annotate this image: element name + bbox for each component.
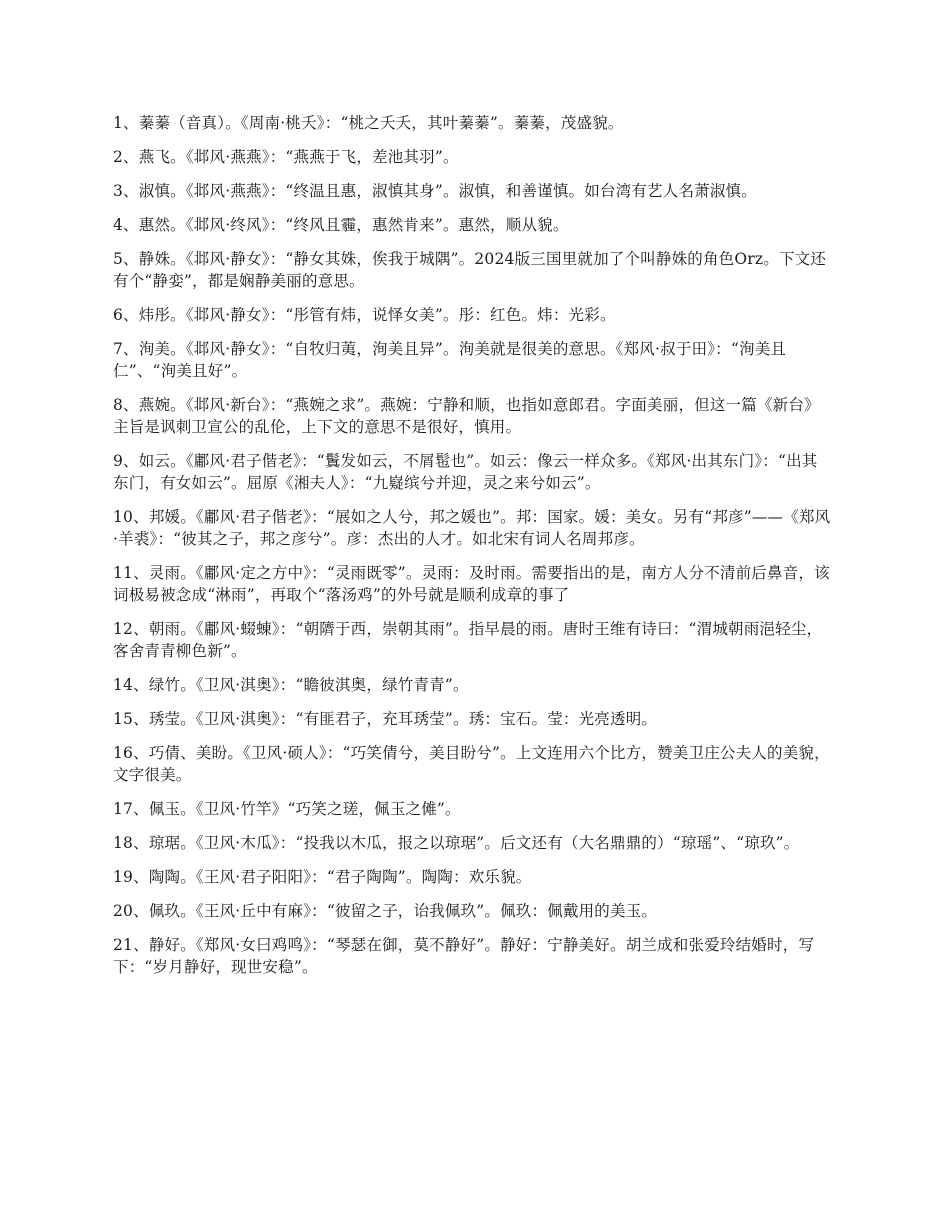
paragraph-16: 16、巧倩、美盼。《卫风·硕人》：“巧笑倩兮，美目盼兮”。上文连用六个比方，赞美卫庄公夫人的美貌，文字很美。 (113, 744, 830, 784)
paragraph-17: 17、佩玉。《卫风·竹竿》“巧笑之瑳，佩玉之傩”。 (113, 800, 461, 818)
paragraph-14: 14、绿竹。《卫风·淇奥》：“瞻彼淇奥，绿竹青青”。 (113, 676, 469, 694)
paragraph-9: 9、如云。《鄘风·君子偕老》：“鬒发如云，不屑髢也”。如云：像云一样众多。《郑风·出其东门》：“出其东门，有女如云”。屈原《湘夫人》：“九嶷缤兮并迎，灵之来兮如云”。 (113, 452, 818, 492)
paragraph-6: 6、炜彤。《邶风·静女》：“彤管有炜，说怿女美”。彤：红色。炜：光彩。 (113, 306, 616, 324)
paragraph-19: 19、陶陶。《王风·君子阳阳》：“君子陶陶”。陶陶：欢乐貌。 (113, 868, 532, 886)
paragraph-20: 20、佩玖。《王风·丘中有麻》：“彼留之子，诒我佩玖”。佩玖：佩戴用的美玉。 (113, 902, 658, 920)
paragraph-11: 11、灵雨。《鄘风·定之方中》：“灵雨既零”。灵雨：及时雨。需要指出的是，南方人分不清前后鼻音，该词极易被念成“淋雨”，再取个“落汤鸡”的外号就是顺利成章的事了 (113, 564, 830, 604)
paragraph-10: 10、邦媛。《鄘风·君子偕老》：“展如之人兮，邦之媛也”。邦：国家。媛：美女。另有“邦彦”——《郑风·羊裘》：“彼其之子，邦之彦兮”。彦：杰出的人才。如北宋有词人名周邦彦。 (113, 508, 831, 548)
paragraph-2: 2、燕飞。《邶风·燕燕》：“燕燕于飞，差池其羽”。 (113, 148, 459, 166)
paragraph-21: 21、静好。《郑风·女曰鸡鸣》：“琴瑟在御，莫不静好”。静好：宁静美好。胡兰成和张爱玲结婚时，写下：“岁月静好，现世安稳”。 (113, 936, 815, 976)
paragraph-18: 18、琼琚。《卫风·木瓜》：“投我以木瓜，报之以琼琚”。后文还有（大名鼎鼎的）“琼瑶”、“琼玖”。 (113, 834, 800, 852)
paragraph-8: 8、燕婉。《邶风·新台》：“燕婉之求”。燕婉：宁静和顺，也指如意郎君。字面美丽，但这一篇《新台》主旨是讽刺卫宣公的乱伦，上下文的意思不是很好，慎用。 (113, 396, 820, 436)
paragraph-12: 12、朝雨。《鄘风·蝃蝀》：“朝隮于西，崇朝其雨”。指早晨的雨。唐时王维有诗曰：“渭城朝雨浥轻尘， 客舍青青柳色新”。 (113, 620, 823, 660)
paragraph-4: 4、惠然。《邶风·终风》：“终风且霾，惠然肯来”。惠然，顺从貌。 (113, 216, 569, 234)
paragraph-7: 7、洵美。《邶风·静女》：“自牧归荑，洵美且异”。洵美就是很美的意思。《郑风·叔于田》：“洵美且仁”、“洵美且好”。 (113, 340, 787, 380)
paragraph-1: 1、蓁蓁（音真）。《周南·桃夭》：“桃之夭夭，其叶蓁蓁”。蓁蓁，茂盛貌。 (113, 114, 624, 132)
paragraph-5: 5、静姝。《邶风·静女》：“静女其姝，俟我于城隅”。2024版三国里就加了个叫静姝的角色Orz。下文还有个“静娈”，都是娴静美丽的意思。 (113, 250, 827, 290)
document-body (113, 112, 831, 990)
paragraph-15: 15、琇莹。《卫风·淇奥》：“有匪君子，充耳琇莹”。琇：宝石。莹：光亮透明。 (113, 710, 658, 728)
paragraph-3: 3、淑慎。《邶风·燕燕》：“终温且惠，淑慎其身”。淑慎，和善谨慎。如台湾有艺人名萧淑慎。 (113, 182, 757, 200)
